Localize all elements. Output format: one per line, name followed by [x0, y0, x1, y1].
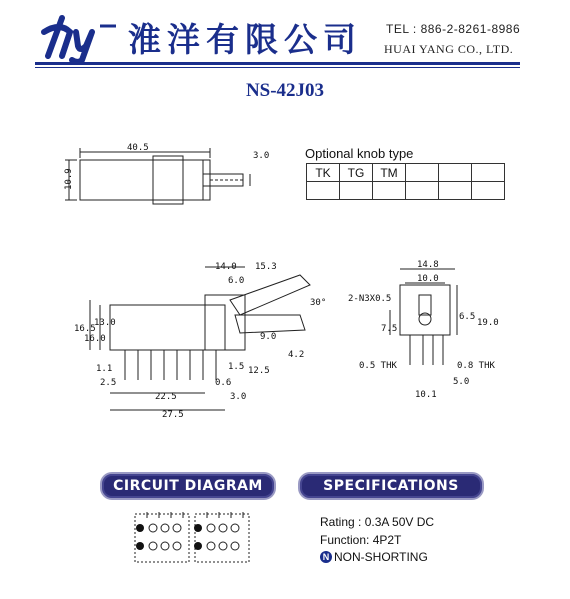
dim-s19: 19.0 [477, 318, 499, 328]
dim-0-6: 0.6 [215, 378, 232, 388]
company-logo [40, 12, 120, 62]
dim-2-5: 2.5 [100, 378, 117, 388]
dim-16-5: 16.5 [74, 324, 96, 334]
knob-cell [439, 164, 472, 182]
side-view-drawing [70, 255, 340, 425]
knob-cell [472, 164, 505, 182]
company-name: HUAI YANG CO., LTD. [384, 42, 514, 56]
circuit-diagram [125, 508, 260, 568]
dim-thk05: 0.5 THK [359, 361, 397, 371]
specifications-heading: SPECIFICATIONS [298, 472, 484, 500]
knob-cell [406, 164, 439, 182]
spec-function: Function: 4P2T [320, 533, 402, 547]
non-shorting-icon: N [320, 551, 332, 563]
header-rule [35, 62, 520, 65]
dim-12-5: 12.5 [248, 366, 270, 376]
dim-1-1: 1.1 [96, 364, 113, 374]
dim-top-shaft: 3.0 [253, 151, 270, 161]
knob-cell: TG [340, 164, 373, 182]
dim-s14-8: 14.8 [417, 260, 439, 270]
dim-27-5: 27.5 [162, 410, 184, 420]
knob-cell: TM [373, 164, 406, 182]
logo-text: hy [40, 12, 42, 13]
dim-s10-1: 10.1 [415, 390, 437, 400]
spec-non-shorting [320, 550, 428, 564]
knob-title: Optional knob type [305, 146, 414, 161]
dim-14: 14.0 [215, 262, 237, 272]
spec-rating: Rating : 0.3A 50V DC [320, 515, 435, 529]
telephone: TEL : 886-2-8261-8986 [386, 22, 521, 36]
knob-cell: TK [307, 164, 340, 182]
non-shorting-label: NON-SHORTING [334, 550, 428, 564]
dim-13: 13.0 [94, 318, 116, 328]
top-view-drawing [55, 140, 285, 220]
dim-thk08: 0.8 THK [457, 361, 495, 371]
dim-22-5: 22.5 [155, 392, 177, 402]
dim-s10: 10.0 [417, 274, 439, 284]
dim-s5: 5.0 [453, 377, 470, 387]
header-rule-thin [35, 67, 520, 68]
front-view-drawing [345, 255, 510, 405]
knob-table [306, 163, 505, 200]
dim-s6-5: 6.5 [459, 312, 476, 322]
model-number: NS-42J03 [245, 80, 325, 101]
dim-4-2: 4.2 [288, 350, 305, 360]
dim-16: 16.0 [84, 334, 106, 344]
company-chinese-name: 淮洋有限公司 [128, 20, 362, 59]
dim-top-length: 40.5 [127, 143, 149, 153]
dim-9: 9.0 [260, 332, 277, 342]
dim-angle: 30° [310, 298, 327, 308]
dim-s7-5: 7.5 [381, 324, 398, 334]
circuit-diagram-heading: CIRCUIT DIAGRAM [100, 472, 276, 500]
dim-top-height: 10.9 [64, 168, 74, 190]
dim-3: 3.0 [230, 392, 247, 402]
dim-1-5: 1.5 [228, 362, 245, 372]
dim-6: 6.0 [228, 276, 245, 286]
dim-15-3: 15.3 [255, 262, 277, 272]
dim-screw: 2-N3X0.5 [348, 294, 392, 304]
